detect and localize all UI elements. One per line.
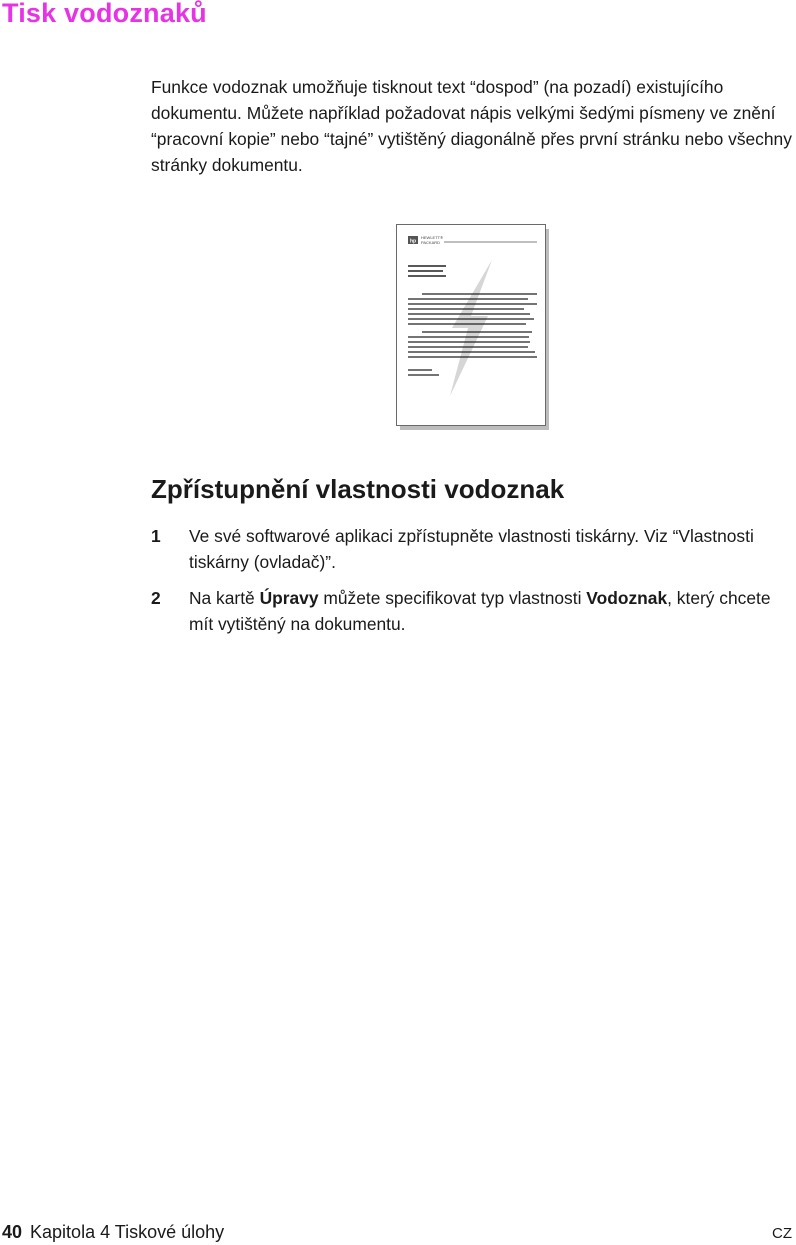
footer <box>2 1222 224 1243</box>
intro-paragraph: Funkce vodoznak umožňuje tisknout text “dospod” (na pozadí) existujícího dokumentu. Můžete například požadovat nápis velkými šedými písmeny ve znění “pracovní kopie” nebo “tajné” vytištěný diagonálně přes první stránku nebo všechny stránky dokumentu. <box>151 77 792 175</box>
page-number: 40 <box>2 1222 23 1242</box>
language-code: CZ <box>772 1225 792 1242</box>
step-number: 1 <box>151 526 161 546</box>
step-number: 2 <box>151 588 161 608</box>
step-text-post: , který chcete mít vytištěný na dokumentu. <box>189 588 771 634</box>
tab-name-upravy: Úpravy <box>259 588 319 608</box>
chapter-title: Kapitola 4 Tiskové úlohy <box>30 1222 225 1242</box>
hp-logo-mark-text: hp <box>409 238 417 245</box>
section-heading: Zpřístupnění vlastnosti vodoznak <box>151 474 565 504</box>
step-text-pre: Na kartě <box>189 588 260 608</box>
hp-logo-line2: PACKARD <box>421 240 441 245</box>
watermark-page-illustration <box>396 224 552 434</box>
steps-list <box>151 523 796 647</box>
feature-name-vodoznak: Vodoznak <box>586 588 668 608</box>
step-2 <box>151 585 796 637</box>
step-text: Ve své softwarové aplikaci zpřístupněte vlastnosti tiskárny. Viz “Vlastnosti tiskárny (ovladač)”. <box>189 526 754 572</box>
hp-logo-line1: HEWLETT® <box>421 235 444 240</box>
page-title: Tisk vodoznaků <box>2 0 207 28</box>
step-1 <box>151 523 796 575</box>
step-text-mid: můžete specifikovat typ vlastnosti <box>318 588 587 608</box>
